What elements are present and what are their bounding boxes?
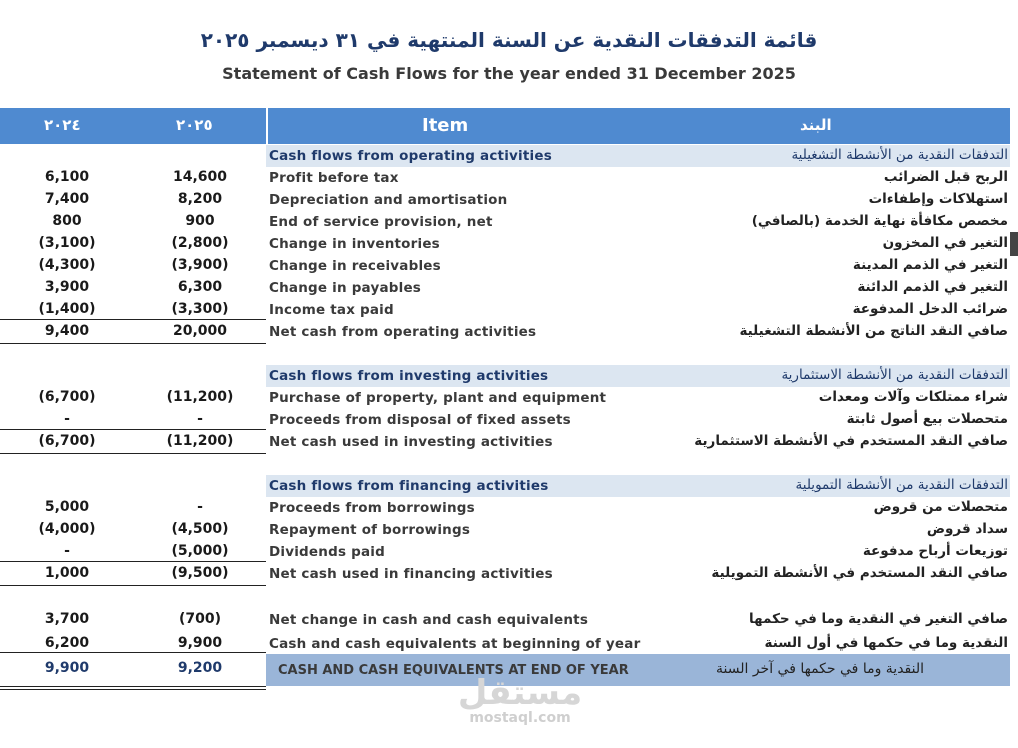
item-label: Proceeds from borrowings — [269, 500, 475, 516]
value-2024: - — [64, 411, 70, 427]
item-label-arabic: سداد قروض — [926, 521, 1008, 537]
value-2025: (9,500) — [171, 565, 229, 581]
item-label-arabic: التغير في الذمم الدائنة — [857, 279, 1008, 295]
value-2025: (3,300) — [171, 301, 229, 317]
section-header-row — [0, 365, 1010, 387]
subtotal-row — [0, 431, 1010, 453]
item-label-arabic: الربح قبل الضرائب — [883, 169, 1008, 185]
value-2025: 900 — [185, 213, 215, 229]
item-label-arabic: التدفقات النقدية من الأنشطة الاستثمارية — [781, 367, 1008, 383]
table-row — [0, 277, 1010, 299]
item-label: Change in inventories — [269, 236, 440, 252]
value-2024: 6,200 — [44, 635, 90, 651]
rule — [0, 652, 266, 653]
value-2025: 9,900 — [177, 635, 223, 651]
value-2024: (1,400) — [38, 301, 96, 317]
rule — [0, 689, 266, 690]
value-2024: 9,400 — [44, 323, 90, 339]
value-2025: (2,800) — [171, 235, 229, 251]
value-2024: - — [64, 543, 70, 559]
value-2025: (11,200) — [166, 433, 234, 449]
value-2024: (6,700) — [38, 433, 96, 449]
item-label-arabic: التدفقات النقدية من الأنشطة التمويلية — [795, 477, 1008, 493]
item-label-arabic: صافي النقد الناتج من الأنشطة التشغيلية — [739, 323, 1008, 339]
table-row — [0, 387, 1010, 409]
value-2025: (5,000) — [171, 543, 229, 559]
rule — [0, 429, 266, 430]
table-row — [0, 233, 1010, 255]
item-label: Net cash used in financing activities — [269, 566, 553, 582]
item-label: End of service provision, net — [269, 214, 493, 230]
value-2024: (4,300) — [38, 257, 96, 273]
item-label-arabic: متحصلات من قروض — [873, 499, 1008, 515]
value-2024: 3,900 — [44, 279, 90, 295]
item-label: Dividends paid — [269, 544, 385, 560]
value-2024: (4,000) — [38, 521, 96, 537]
table-row — [0, 189, 1010, 211]
value-2025: (4,500) — [171, 521, 229, 537]
value-2025: (3,900) — [171, 257, 229, 273]
item-label: Change in payables — [269, 280, 422, 296]
table-row — [0, 299, 1010, 321]
section-header-row — [0, 145, 1010, 167]
value-2025: 20,000 — [172, 323, 228, 339]
item-label: Cash and cash equivalents at beginning of year — [269, 636, 641, 652]
closing-balance-band — [266, 654, 1010, 686]
page-title-arabic: قائمة التدفقات النقدية عن السنة المنتهية في ٣١ ديسمبر ٢٠٢٥ — [200, 28, 818, 52]
item-label: Depreciation and amortisation — [269, 192, 508, 208]
year-header-band — [0, 108, 266, 144]
item-label-arabic: النقدية وما في حكمها في أول السنة — [764, 635, 1008, 651]
value-2024: 6,100 — [44, 169, 90, 185]
value-2024: 7,400 — [44, 191, 90, 207]
rule — [0, 561, 266, 562]
table-row — [0, 609, 1010, 631]
value-2024: (3,100) — [38, 235, 96, 251]
item-label-arabic: توزيعات أرباح مدفوعة — [862, 543, 1008, 559]
value-2025: (11,200) — [166, 389, 234, 405]
item-label: Purchase of property, plant and equipment — [269, 390, 607, 406]
subtotal-row — [0, 321, 1010, 343]
value-2024: 3,700 — [44, 611, 90, 627]
item-label-arabic: متحصلات بيع أصول ثابتة — [846, 411, 1008, 427]
page-title-english: Statement of Cash Flows for the year ended 31 December 2025 — [222, 64, 796, 83]
value-2024: 5,000 — [44, 499, 90, 515]
item-label-arabic: التدفقات النقدية من الأنشطة التشغيلية — [791, 147, 1008, 163]
closing-balance-2024: 9,900 — [44, 660, 90, 676]
table-row — [0, 255, 1010, 277]
table-row — [0, 211, 1010, 233]
closing-balance-label-arabic: النقدية وما في حكمها في آخر السنة — [716, 661, 925, 677]
rule — [0, 453, 266, 454]
item-label: Net change in cash and cash equivalents — [269, 612, 589, 628]
item-label: Income tax paid — [269, 302, 394, 318]
item-label: Repayment of borrowings — [269, 522, 471, 538]
value-2025: - — [197, 499, 203, 515]
item-label-arabic: التغير في المخزون — [882, 235, 1008, 251]
value-2024: (6,700) — [38, 389, 96, 405]
item-label-arabic: شراء ممتلكات وآلات ومعدات — [818, 389, 1008, 405]
watermark-url: mostaql.com — [469, 710, 571, 726]
value-2024: 1,000 — [44, 565, 90, 581]
header-item: Item — [422, 115, 469, 136]
subtotal-row — [0, 563, 1010, 585]
item-label: Net cash from operating activities — [269, 324, 537, 340]
item-label-arabic: استهلاكات وإطفاءات — [868, 191, 1008, 207]
item-label-arabic: مخصص مكافأة نهاية الخدمة (بالصافي) — [751, 213, 1008, 229]
table-row — [0, 541, 1010, 563]
value-2025: (700) — [178, 611, 222, 627]
rule — [0, 585, 266, 586]
scrollbar-thumb[interactable] — [1010, 232, 1018, 256]
item-label: Cash flows from financing activities — [269, 478, 549, 494]
item-label: Cash flows from operating activities — [269, 148, 552, 164]
item-label-arabic: صافي النقد المستخدم في الأنشطة الاستثمارية — [694, 433, 1008, 449]
item-label-arabic: ضرائب الدخل المدفوعة — [852, 301, 1008, 317]
value-2025: 8,200 — [177, 191, 223, 207]
item-label: Profit before tax — [269, 170, 399, 186]
table-row — [0, 167, 1010, 189]
table-row — [0, 409, 1010, 431]
item-label: Net cash used in investing activities — [269, 434, 553, 450]
value-2024: 800 — [52, 213, 82, 229]
value-2025: - — [197, 411, 203, 427]
item-label-arabic: صافي التغير في النقدية وما في حكمها — [749, 611, 1008, 627]
table-row — [0, 497, 1010, 519]
header-year-2024: ٢٠٢٤ — [44, 116, 81, 134]
value-2025: 14,600 — [172, 169, 228, 185]
header-year-2025: ٢٠٢٥ — [176, 116, 213, 134]
item-label: Proceeds from disposal of fixed assets — [269, 412, 571, 428]
item-label: Change in receivables — [269, 258, 441, 274]
item-label: Cash flows from investing activities — [269, 368, 549, 384]
closing-balance-label: CASH AND CASH EQUIVALENTS AT END OF YEAR — [278, 663, 629, 678]
watermark — [430, 673, 610, 726]
closing-balance-2025: 9,200 — [177, 660, 223, 676]
item-label-arabic: صافي النقد المستخدم في الأنشطة التمويلية — [711, 565, 1008, 581]
watermark-arabic: مستقل — [457, 673, 583, 713]
header-item-arabic: البند — [800, 116, 832, 134]
item-label-arabic: التغير في الذمم المدينة — [852, 257, 1008, 273]
value-2025: 6,300 — [177, 279, 223, 295]
rule — [0, 343, 266, 344]
rule — [0, 319, 266, 320]
table-row — [0, 519, 1010, 541]
item-header-band — [268, 108, 1010, 144]
section-header-row — [0, 475, 1010, 497]
rule — [0, 686, 266, 687]
